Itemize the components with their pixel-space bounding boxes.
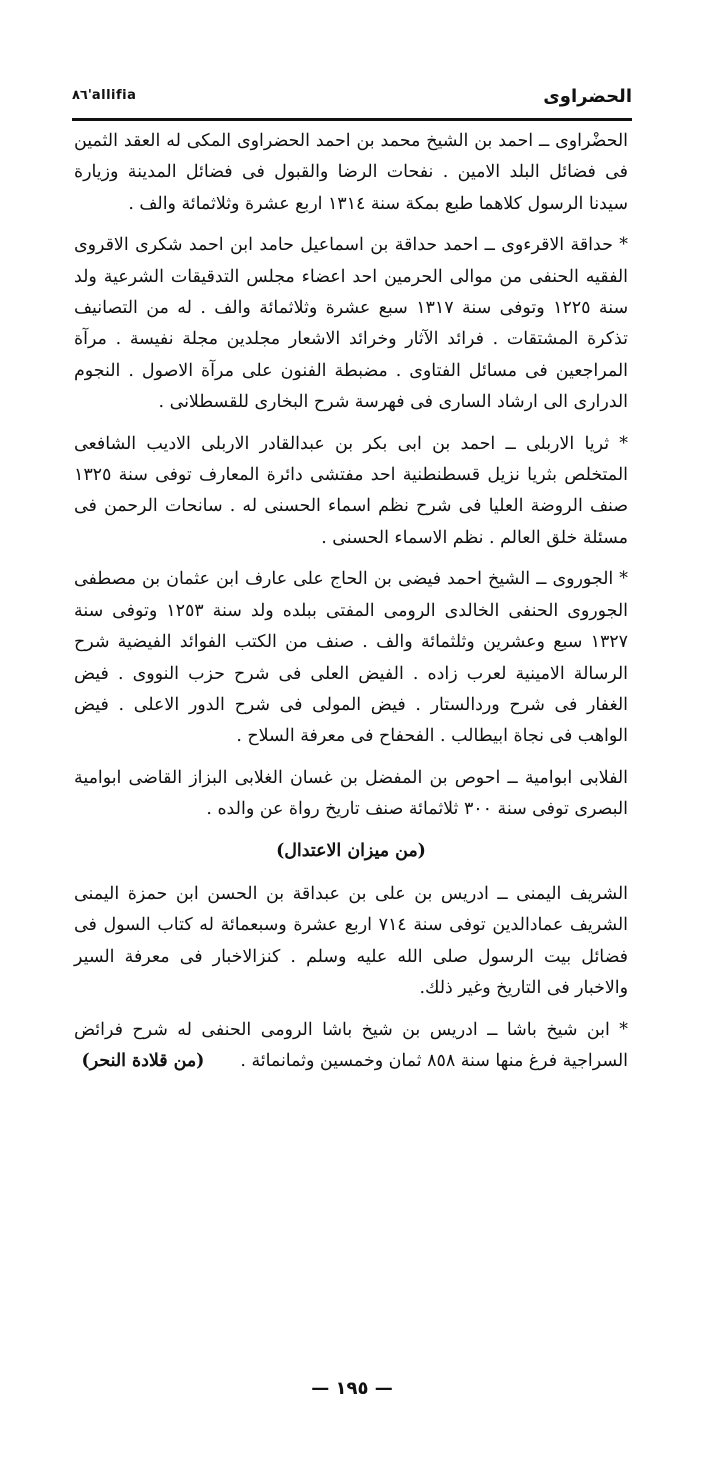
source-citation: (من قلادة النحر) — [81, 1050, 205, 1071]
running-title: الحضراوى — [543, 86, 632, 107]
page-number: — ١٩٥ — — [311, 1378, 393, 1399]
page-header — [72, 86, 632, 114]
entry-thurayya-irbili: * ثريا الاربلى ــ احمد بن ابى بكر بن عبدالقادر الاربلى الاديب الشافعى المتخلص بثريا نزيل قسطنطنية احد مفتشى دائرة المعارف توفى سنة ١٣٢٥ صنف الروضة العليا فى شرح نظم اسماء الحسنى له . سانحات الرحمن فى مسئلة خلق العالم . نظم الاسماء الحسنى . — [74, 433, 628, 548]
entry-hadaqa-aqrawi: * حداقة الاقرءوى ــ احمد حداقة بن اسماعيل حامد ابن احمد شكرى الاقروى الفقيه الحنفى من موالى الحرمين احد اعضاء مجلس التدقيقات الشرعية ولد سنة ١٢٢٥ وتوفى سنة ١٣١٧ سبع عشرة وثلاثمائة والف . له من التصانيف تذكرة المشتقات . فرائد الآثار وخرائد الاشعار مجلدين مجلة نفيسة . مرآة المراجعين فى مسائل الفتاوى . مضبطة الفنون على مرآة الاصول . النجوم الدرارى الى ارشاد السارى فى فهرسة شرح البخارى للقسطلانى . — [74, 235, 629, 413]
entry-ibn-shaykh-pasha — [74, 1015, 628, 1078]
entry-hadrawi: الحضْراوى ــ احمد بن الشيخ محمد بن احمد الحضراوى المكى له العقد الثمين فى فضائل البلد الامين . نفحات الرضا والقبول فى فضائل المدينة وزيارة سيدنا الرسول كلاهما طبع بمكة سنة ١٣١٤ اربع عشرة وثلاثمائة والف . — [74, 131, 628, 214]
source-citation: (من ميزان الاعتدال) — [276, 840, 426, 861]
header-left-mark: ٨٦'allifia — [72, 88, 137, 103]
entry-text: * ابن شيخ باشا ــ ادريس بن شيخ باشا الرومى الحنفى له شرح فرائض السراجية فرغ منها سنة ٨٥٨ ثمان وخمسين وثمانمائة . — [74, 1019, 628, 1071]
header-rule — [72, 118, 632, 121]
page-body — [74, 126, 628, 1087]
entry-sharif-yamani: الشريف اليمنى ــ ادريس بن على بن عبداقة بن الحسن ابن حمزة اليمنى الشريف عمادالدين توفى سنة ٧١٤ اربع عشرة وسبعمائة له كتاب السول فى فضائل بيت الرسول صلى الله عليه وسلم . كنزالاخبار فى معرفة السير والاخبار فى التاريخ وغير ذلك. — [74, 883, 628, 999]
entry-ghallabi: الفلابى ابوامية ــ احوص بن المفضل بن غسان الغلابى البزاز القاضى ابوامية البصرى توفى سنة ٣٠٠ ثلاثمائة صنف تاريخ رواة عن والده . — [74, 767, 628, 820]
entry-juruwi: * الجوروى ــ الشيخ احمد فيضى بن الحاج على عارف ابن عثمان بن مصطفى الجوروى الحنفى الخالدى الرومى المفتى ببلده ولد سنة ١٢٥٣ وتوفى سنة ١٣٢٧ سبع وعشرين وثلثمائة والف . صنف من الكتب الفوائد الفيضية شرح الرسالة الامينية لعرب زاده . الفيض العلى فى شرح حزب النووى . فيض الغفار فى شرح وردالستار . فيض المولى فى شرح الدور الاعلى . فيض الواهب فى نجاة ابيطالب . الفحفاح فى معرفة السلاح . — [74, 569, 629, 747]
